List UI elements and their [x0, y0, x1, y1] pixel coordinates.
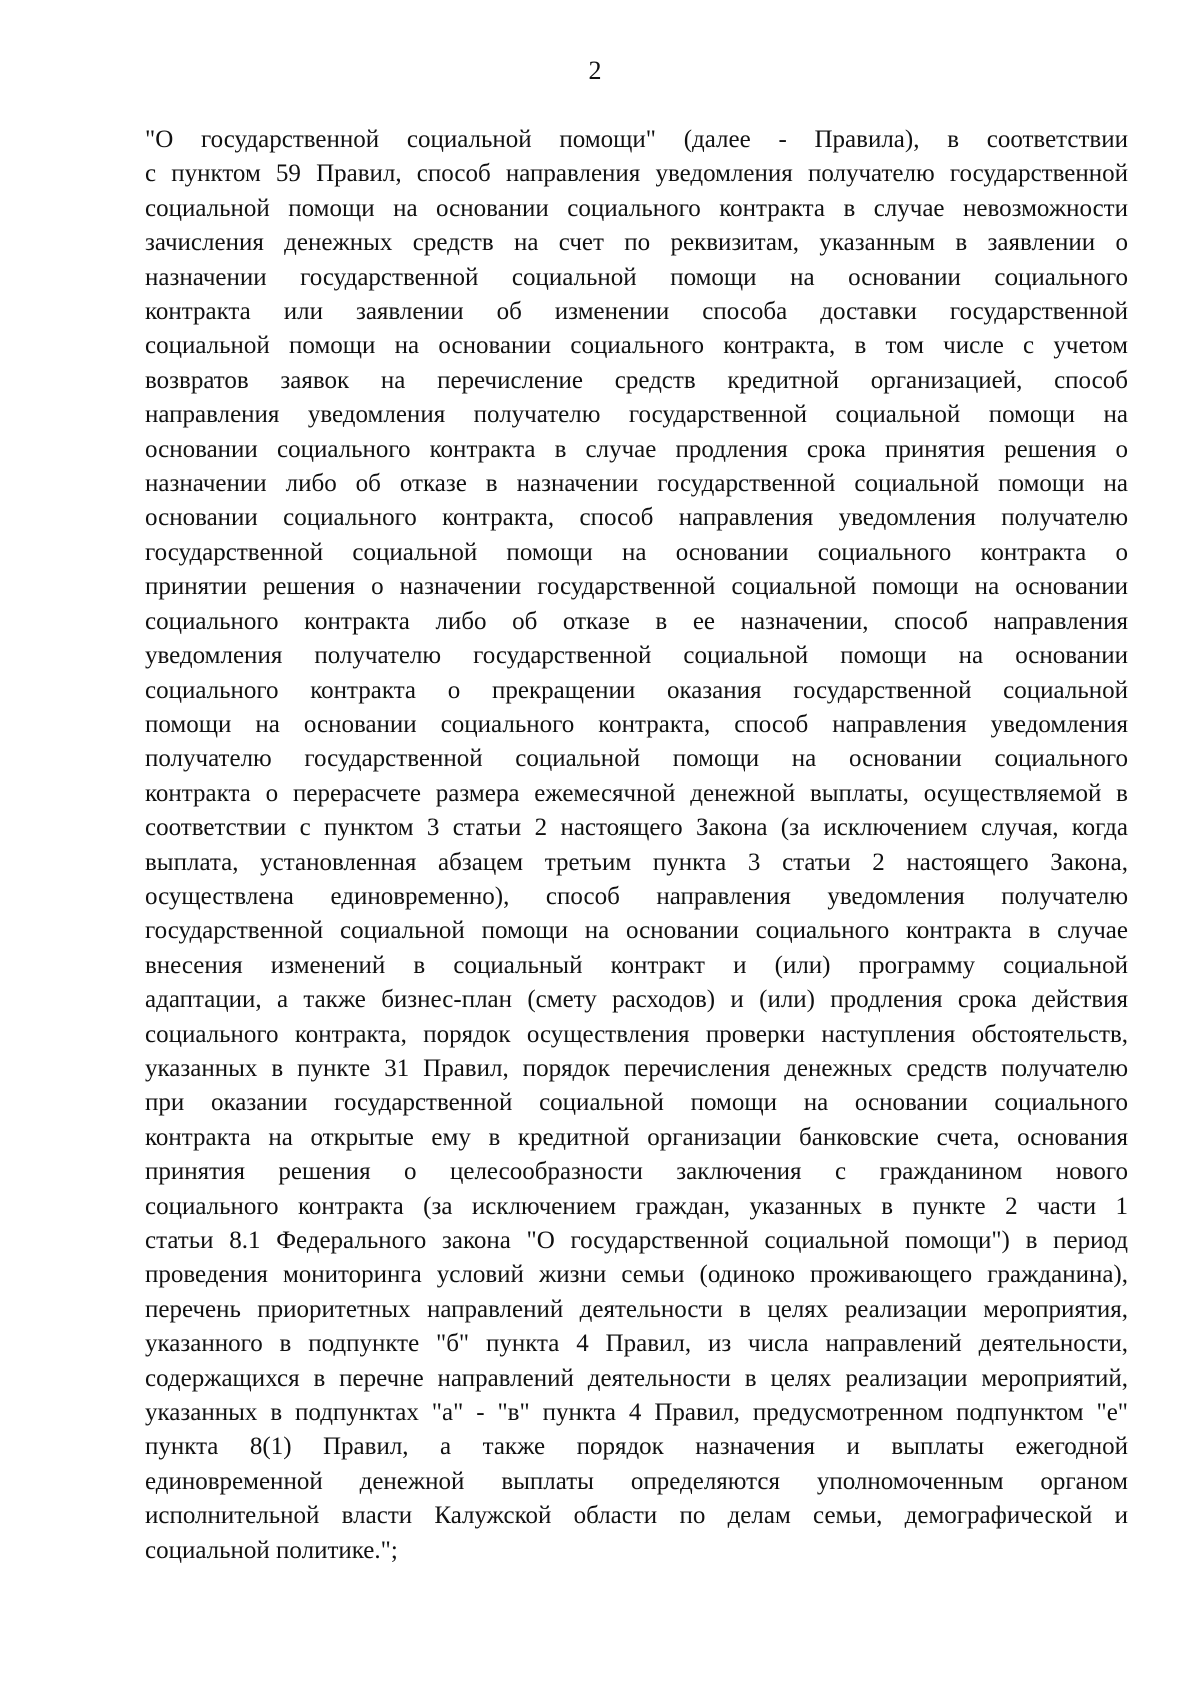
text-line: принятия решения о целесообразности заключения с гражданином нового — [145, 1158, 1128, 1186]
text-line: статьи 8.1 Федерального закона "О государственной социальной помощи") в период — [145, 1227, 1128, 1254]
text-line: проведения мониторинга условий жизни семьи (одиноко проживающего гражданина), — [145, 1261, 1128, 1289]
text-line: направления уведомления получателю государственной социальной помощи на — [145, 401, 1128, 429]
text-line: исполнительной власти Калужской области по делам семьи, демографической и — [145, 1502, 1128, 1530]
text-line: осуществлена единовременно), способ направления уведомления получателю — [145, 882, 1128, 910]
text-line: указанного в подпункте "б" пункта 4 Правил, из числа направлений деятельности, — [145, 1330, 1128, 1358]
text-line: адаптации, а также бизнес-план (смету расходов) и (или) продления срока действия — [145, 986, 1128, 1014]
text-line: "О государственной социальной помощи" (далее - Правила), в соответствии — [145, 126, 1128, 153]
text-line: социального контракта либо об отказе в ее назначении, способ направления — [145, 607, 1128, 635]
text-line: контракта на открытые ему в кредитной организации банковские счета, основания — [145, 1123, 1128, 1151]
text-line: социальной политике."; — [145, 1536, 398, 1564]
text-line: уведомления получателю государственной социальной помощи на основании — [145, 642, 1128, 670]
text-line: указанных в подпунктах "а" - "в" пункта 4 Правил, предусмотренном подпунктом "е" — [145, 1399, 1128, 1427]
text-line: внесения изменений в социальный контракт и (или) программу социальной — [145, 951, 1128, 979]
text-line: социального контракта, порядок осуществления проверки наступления обстоятельств, — [145, 1020, 1128, 1048]
text-line: социальной помощи на основании социального контракта в случае невозможности — [145, 194, 1128, 222]
text-line: при оказании государственной социальной помощи на основании социального — [145, 1089, 1128, 1117]
text-line: государственной социальной помощи на основании социального контракта в случае — [145, 917, 1128, 945]
text-line: помощи на основании социального контракта, способ направления уведомления — [145, 710, 1128, 738]
text-line: социальной помощи на основании социального контракта, в том числе с учетом — [145, 332, 1128, 360]
page-number: 2 — [588, 56, 602, 85]
text-line: соответствии с пунктом 3 статьи 2 настоящего Закона (за исключением случая, когда — [145, 814, 1128, 842]
text-line: возвратов заявок на перечисление средств кредитной организацией, способ — [145, 366, 1128, 394]
body-paragraph — [145, 123, 1128, 1568]
text-line: государственной социальной помощи на основании социального контракта о — [145, 538, 1128, 566]
text-line: пункта 8(1) Правил, а также порядок назначения и выплаты ежегодной — [145, 1433, 1128, 1461]
text-line: зачисления денежных средств на счет по реквизитам, указанным в заявлении о — [145, 229, 1128, 257]
text-line: принятии решения о назначении государственной социальной помощи на основании — [145, 573, 1128, 601]
text-line: с пунктом 59 Правил, способ направления уведомления получателю государственной — [145, 160, 1128, 188]
text-line: единовременной денежной выплаты определяются уполномоченным органом — [145, 1467, 1128, 1495]
text-line: указанных в пункте 31 Правил, порядок перечисления денежных средств получателю — [145, 1054, 1128, 1082]
text-line: получателю государственной социальной помощи на основании социального — [145, 745, 1128, 773]
text-line: основании социального контракта, способ направления уведомления получателю — [145, 504, 1128, 532]
text-line: содержащихся в перечне направлений деятельности в целях реализации мероприятий, — [145, 1364, 1128, 1392]
text-line: перечень приоритетных направлений деятельности в целях реализации мероприятия, — [145, 1295, 1128, 1323]
text-line: контракта о перерасчете размера ежемесячной денежной выплаты, осуществляемой в — [145, 779, 1128, 807]
text-line: социального контракта (за исключением граждан, указанных в пункте 2 части 1 — [145, 1192, 1128, 1220]
text-line: контракта или заявлении об изменении способа доставки государственной — [145, 298, 1128, 326]
text-line: выплата, установленная абзацем третьим пункта 3 статьи 2 настоящего Закона, — [145, 848, 1128, 876]
text-line: назначении государственной социальной помощи на основании социального — [145, 263, 1128, 291]
text-line: основании социального контракта в случае продления срока принятия решения о — [145, 435, 1128, 463]
text-line: назначении либо об отказе в назначении государственной социальной помощи на — [145, 470, 1128, 498]
text-line: социального контракта о прекращении оказания государственной социальной — [145, 676, 1128, 704]
